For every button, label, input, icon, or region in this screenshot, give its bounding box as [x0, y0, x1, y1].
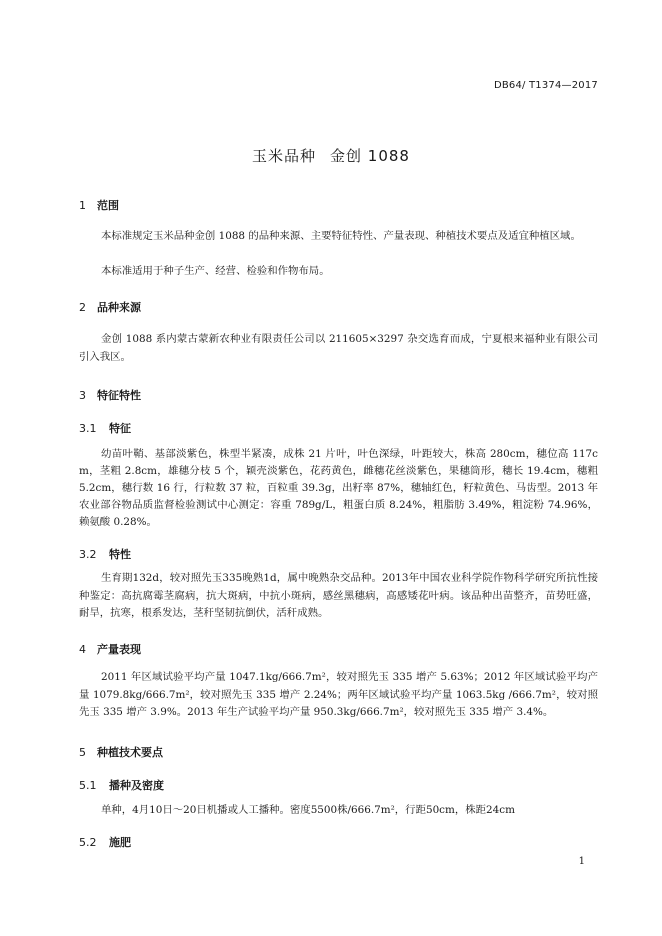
subsection-title: 特征	[109, 422, 131, 435]
section-2-heading	[79, 299, 141, 315]
section-3-2-heading	[79, 546, 131, 562]
section-5-heading	[79, 744, 163, 760]
subsection-title: 播种及密度	[109, 779, 164, 792]
subsection-number: 3.2	[79, 548, 97, 561]
section-1-paragraph-2: 本标准适用于种子生产、经营、检验和作物布局。	[101, 265, 330, 277]
subsection-title: 特性	[109, 548, 131, 561]
section-2-paragraph-1: 金创 1088 系内蒙古蒙新农种业有限责任公司以 211605×3297 杂交选育而成，宁夏根来福种业有限公司引入我区。	[79, 333, 598, 363]
section-title: 品种来源	[97, 301, 141, 314]
section-1-paragraph-1: 本标准规定玉米品种金创 1088 的品种来源、主要特征特性、产量表现、种植技术要点及适宜种植区域。	[101, 230, 581, 242]
section-number: 1	[79, 199, 86, 212]
title-variety: 金创 1088	[330, 147, 410, 165]
section-number: 3	[79, 389, 86, 402]
section-title: 产量表现	[97, 643, 141, 656]
section-number: 5	[79, 746, 86, 759]
section-number: 4	[79, 643, 86, 656]
section-3-1-heading	[79, 420, 131, 436]
section-4-paragraph-1: 2011 年区域试验平均产量 1047.1kg/666.7m²，较对照先玉 335 增产 5.63%；2012 年区域试验平均产量 1079.8kg/666.7m²，较对照先玉 335 增产 2.24%；两年区域试验平均产量 1063.5kg /666.7m²，较对照先玉 335 增产 3.9%。2013 年生产试验平均产量 950.3kg/666.7m²，较对照先玉 335 增产 3.4%。	[79, 671, 598, 718]
section-number: 2	[79, 301, 86, 314]
section-title: 范围	[97, 199, 119, 212]
title-main: 玉米品种	[252, 147, 317, 165]
section-5-1-heading	[79, 777, 164, 793]
section-4-heading	[79, 641, 141, 657]
subsection-number: 5.1	[79, 779, 97, 792]
section-3-2-paragraph-1: 生育期132d，较对照先玉335晚熟1d，属中晚熟杂交品种。2013年中国农业科学院作物科学研究所抗性接种鉴定：高抗腐霉茎腐病，抗大斑病，中抗小斑病，感丝黑穗病，高感矮花叶病。该品种出苗整齐，苗势旺盛，耐旱，抗寒，根系发达，茎秆坚韧抗倒伏，活秆成熟。	[79, 572, 598, 619]
section-5-2-heading	[79, 834, 131, 850]
subsection-title: 施肥	[109, 836, 131, 849]
subsection-number: 5.2	[79, 836, 97, 849]
section-title: 特征特性	[97, 389, 141, 402]
section-3-heading	[79, 387, 141, 403]
section-title: 种植技术要点	[97, 746, 163, 759]
subsection-number: 3.1	[79, 422, 97, 435]
document-title	[0, 145, 662, 166]
standard-code: DB64/ T1374—2017	[493, 80, 598, 91]
section-3-1-paragraph-1: 幼苗叶鞘、基部淡紫色，株型半紧凑，成株 21 片叶，叶色深绿，叶距较大，株高 280cm，穗位高 117cm，茎粗 2.8cm，雄穗分枝 5 个，颖壳淡紫色，花药黄色，雌穗花丝淡紫色，果穗筒形，穗长 19.4cm，穗粗 5.2cm，穗行数 16 行，行粒数 37 粒，百粒重 39.3g，出籽率 87%，穗轴红色，籽粒黄色、马齿型。2013 年农业部谷物品质监督检验测试中心测定：容重 789g/L，粗蛋白质 8.24%，粗脂肪 3.49%，粗淀粉 74.96%，赖氨酸 0.28%。	[79, 448, 598, 528]
page-number: 1	[578, 856, 585, 867]
section-5-1-paragraph-1: 单种，4月10日～20日机播或人工播种。密度5500株/666.7m²，行距50cm，株距24cm	[101, 804, 515, 816]
section-1-heading	[79, 197, 119, 213]
